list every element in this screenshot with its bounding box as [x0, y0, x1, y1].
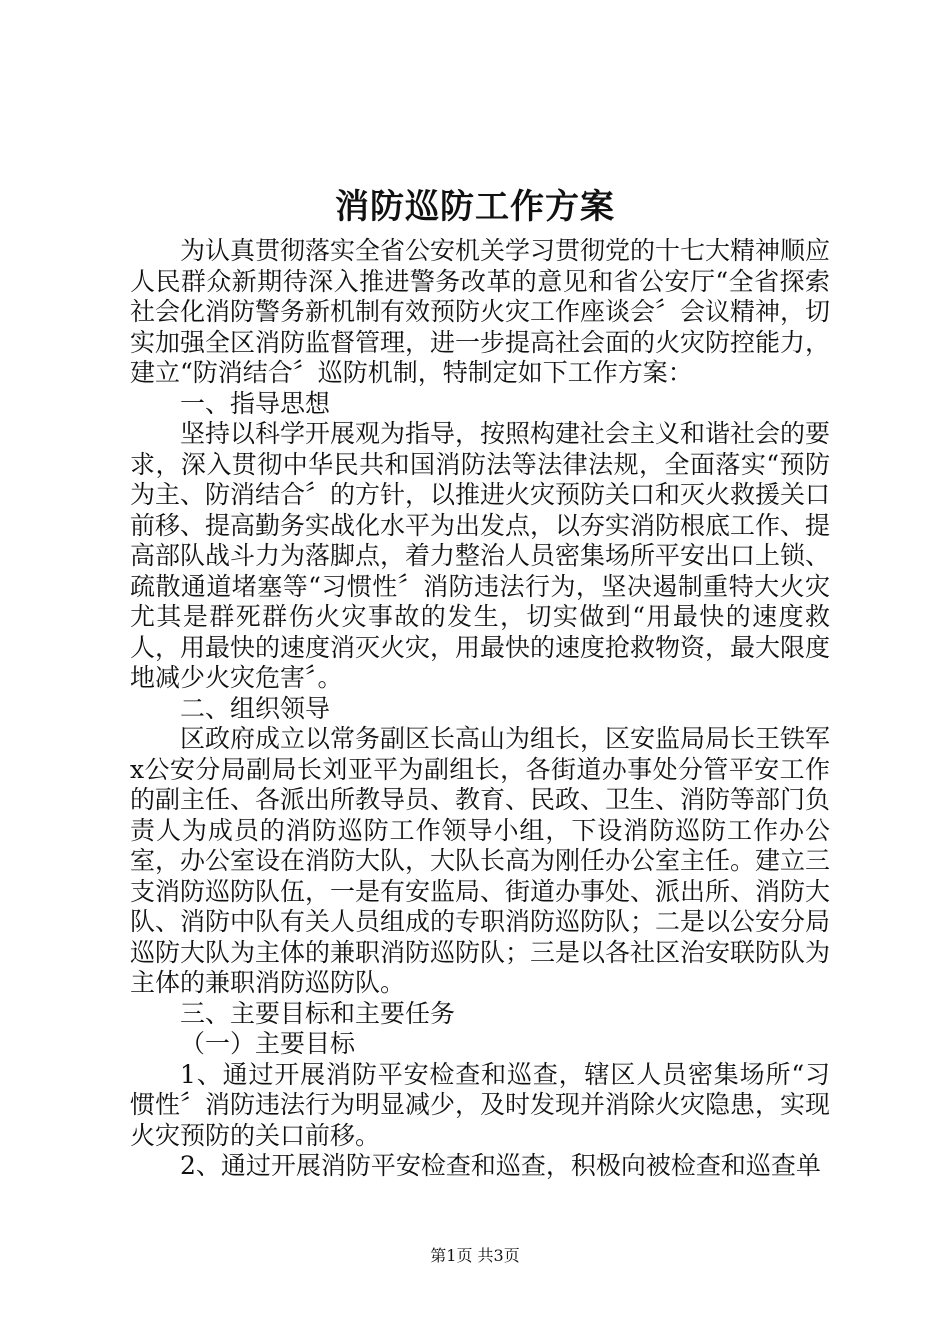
goal-item-1: 1、通过开展消防平安检查和巡查，辖区人员密集场所“习惯性〞消防违法行为明显减少，及时发现并消除火灾隐患，实现火灾预防的关口前移。: [130, 1059, 831, 1150]
subsection-heading-main-goals: （一）主要目标: [180, 1029, 356, 1058]
section-heading-guiding-thought: 一、指导思想: [180, 388, 331, 418]
guiding-thought-paragraph: 坚持以科学开展观为指导，按照构建社会主义和谐社会的要求，深入贯彻中华民共和国消防法等法律法规，全面落实“预防为主、防消结合〞的方针，以推进火灾预防关口和灭火救援关口前移、提高勤务实战化水平为出发点，以夯实消防根底工作、提高部队战斗力为落脚点，着力整治人员密集场所平安出口上锁、疏散通道堵塞等“习惯性〞消防违法行为，坚决遏制重特大火灾尤其是群死群伤火灾事故的发生，切实做到“用最快的速度救人，用最快的速度消灭火灾，用最快的速度抢救物资，最大限度地减少火灾危害〞。: [130, 419, 831, 692]
section-heading-goals-tasks: 三、主要目标和主要任务: [180, 998, 456, 1028]
page-number-footer: 第1页 共3页: [430, 1246, 520, 1265]
document-title: 消防巡防工作方案: [335, 187, 615, 227]
goal-item-2: 2、通过开展消防平安检查和巡查，积极向被检查和巡查单: [180, 1151, 821, 1180]
intro-paragraph: 为认真贯彻落实全省公安机关学习贯彻党的十七大精神顺应人民群众新期待深入推进警务改革的意见和省公安厅“全省探索社会化消防警务新机制有效预防火灾工作座谈会〞会议精神，切实加强全区消防监督管理，进一步提高社会面的火灾防控能力，建立“防消结合〞巡防机制，特制定如下工作方案：: [130, 236, 831, 387]
leadership-paragraph: 区政府成立以常务副区长高山为组长，区安监局局长王铁军x公安分局副局长刘亚平为副组长，各街道办事处分管平安工作的副主任、各派出所教导员、教育、民政、卫生、消防等部门负责人为成员的消防巡防工作领导小组，下设消防巡防工作办公室，办公室设在消防大队，大队长高为刚任办公室主任。建立三支消防巡防队伍，一是有安监局、街道办事处、派出所、消防大队、消防中队有关人员组成的专职消防巡防队；二是以公安分局巡防大队为主体的兼职消防巡防队；三是以各社区治安联防队为主体的兼职消防巡防队。: [130, 724, 831, 997]
section-heading-leadership: 二、组织领导: [180, 693, 331, 723]
document-body: [130, 236, 830, 1182]
